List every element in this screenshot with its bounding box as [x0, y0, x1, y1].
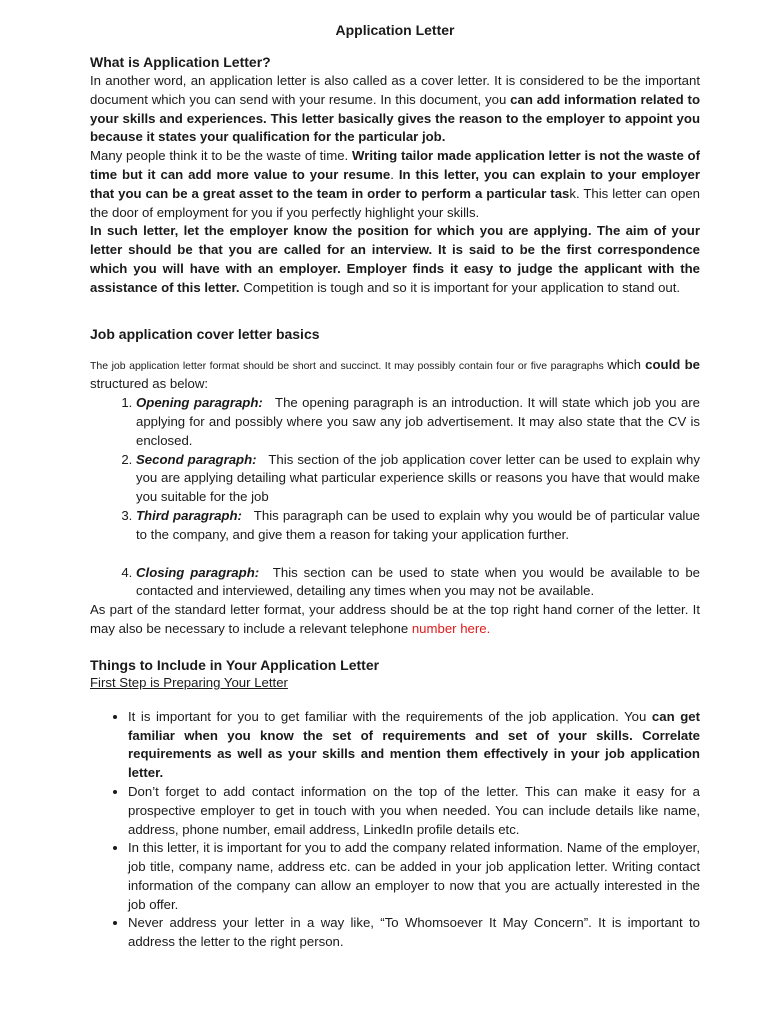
- section-heading-basics: Job application cover letter basics: [90, 325, 320, 342]
- subheading-first-step: First Step is Preparing Your Letter: [90, 674, 288, 690]
- list-item-closing: 4. Closing paragraph: This section can be used to state when you would be available to be contacted and interviewed, detailing any times when you may not be available.: [136, 564, 700, 602]
- bullet-addressing: • Never address your letter in a way like, “To Whomsoever It May Concern”. It is important to address the letter to the right person.: [128, 914, 700, 952]
- paragraph-basics-intro: The job application letter format should be short and succinct. It may possibly contain four or five paragraphs which could be structured as below:: [90, 356, 700, 392]
- paragraph-tailor-made: Many people think it to be the waste of time. Writing tailor made application letter is not the waste of time but it can add more value to your resume. In this letter, you can explain to your employer that you can be a great asset to the team in order to perform a particular task. This letter can open the door of employment for you if you perfectly highlight your skills.: [90, 148, 701, 220]
- document-title: Application Letter: [335, 22, 455, 38]
- section-heading-what-is: What is Application Letter?: [90, 54, 271, 70]
- bullet-requirements: • It is important for you to get familiar with the requirements of the job application. You can get familiar when you know the set of requirements and set of your skills. Correlate requirements as well as your skills and mention them effectively in your job application letter.: [128, 708, 700, 783]
- section-heading-things: Things to Include in Your Application Letter: [90, 656, 380, 673]
- things-list: [90, 708, 700, 952]
- basics-list: [90, 394, 700, 601]
- list-item-third: 3. Third paragraph: This paragraph can be used to explain why you would be of particular value to the company, and give them a reason for taking your application further.: [136, 507, 700, 545]
- list-item-second: 2. Second paragraph: This section of the job application cover letter can be used to explain why you are applying detailing what particular experience skills or reasons you have that would make you suitable for the job: [136, 451, 700, 507]
- list-item-opening: 1. Opening paragraph: The opening paragraph is an introduction. It will state which job you are applying for and possibly where you saw any job advertisement. It may also state that the CV is enclosed.: [136, 394, 700, 450]
- bullet-company-info: • In this letter, it is important for you to add the company related information. Name of the employer, job title, company name, address etc. can be added in your job application letter. Writing contact information of the company can allow an employer to now that you are actually interested in the job offer.: [128, 839, 700, 914]
- number-here-link[interactable]: number here.: [411, 620, 491, 636]
- paragraph-address-note: As part of the standard letter format, your address should be at the top right hand corner of the letter. It may also be necessary to include a relevant telephone number here.: [90, 602, 700, 636]
- paragraph-position: In such letter, let the employer know the position for which you are applying. The aim of your letter should be that you are called for an interview. It is said to be the first correspondence which you will have with an employer. Employer finds it easy to judge the applicant with the assistance of this letter. Competition is tough and so it is important for your application to stand out.: [90, 223, 700, 295]
- bullet-contact-info: • Don’t forget to add contact information on the top of the letter. This can make it easy for a prospective employer to get in touch with you when needed. You can include details like name, address, phone number, email address, LinkedIn profile details etc.: [128, 783, 700, 839]
- paragraph-definition: In another word, an application letter is also called as a cover letter. It is considered to be the important document which you can send with your resume. In this document, you can add information related to your skills and experiences. This letter basically gives the reason to the employer to appoint you because it states your qualification for the particular job.: [90, 73, 700, 145]
